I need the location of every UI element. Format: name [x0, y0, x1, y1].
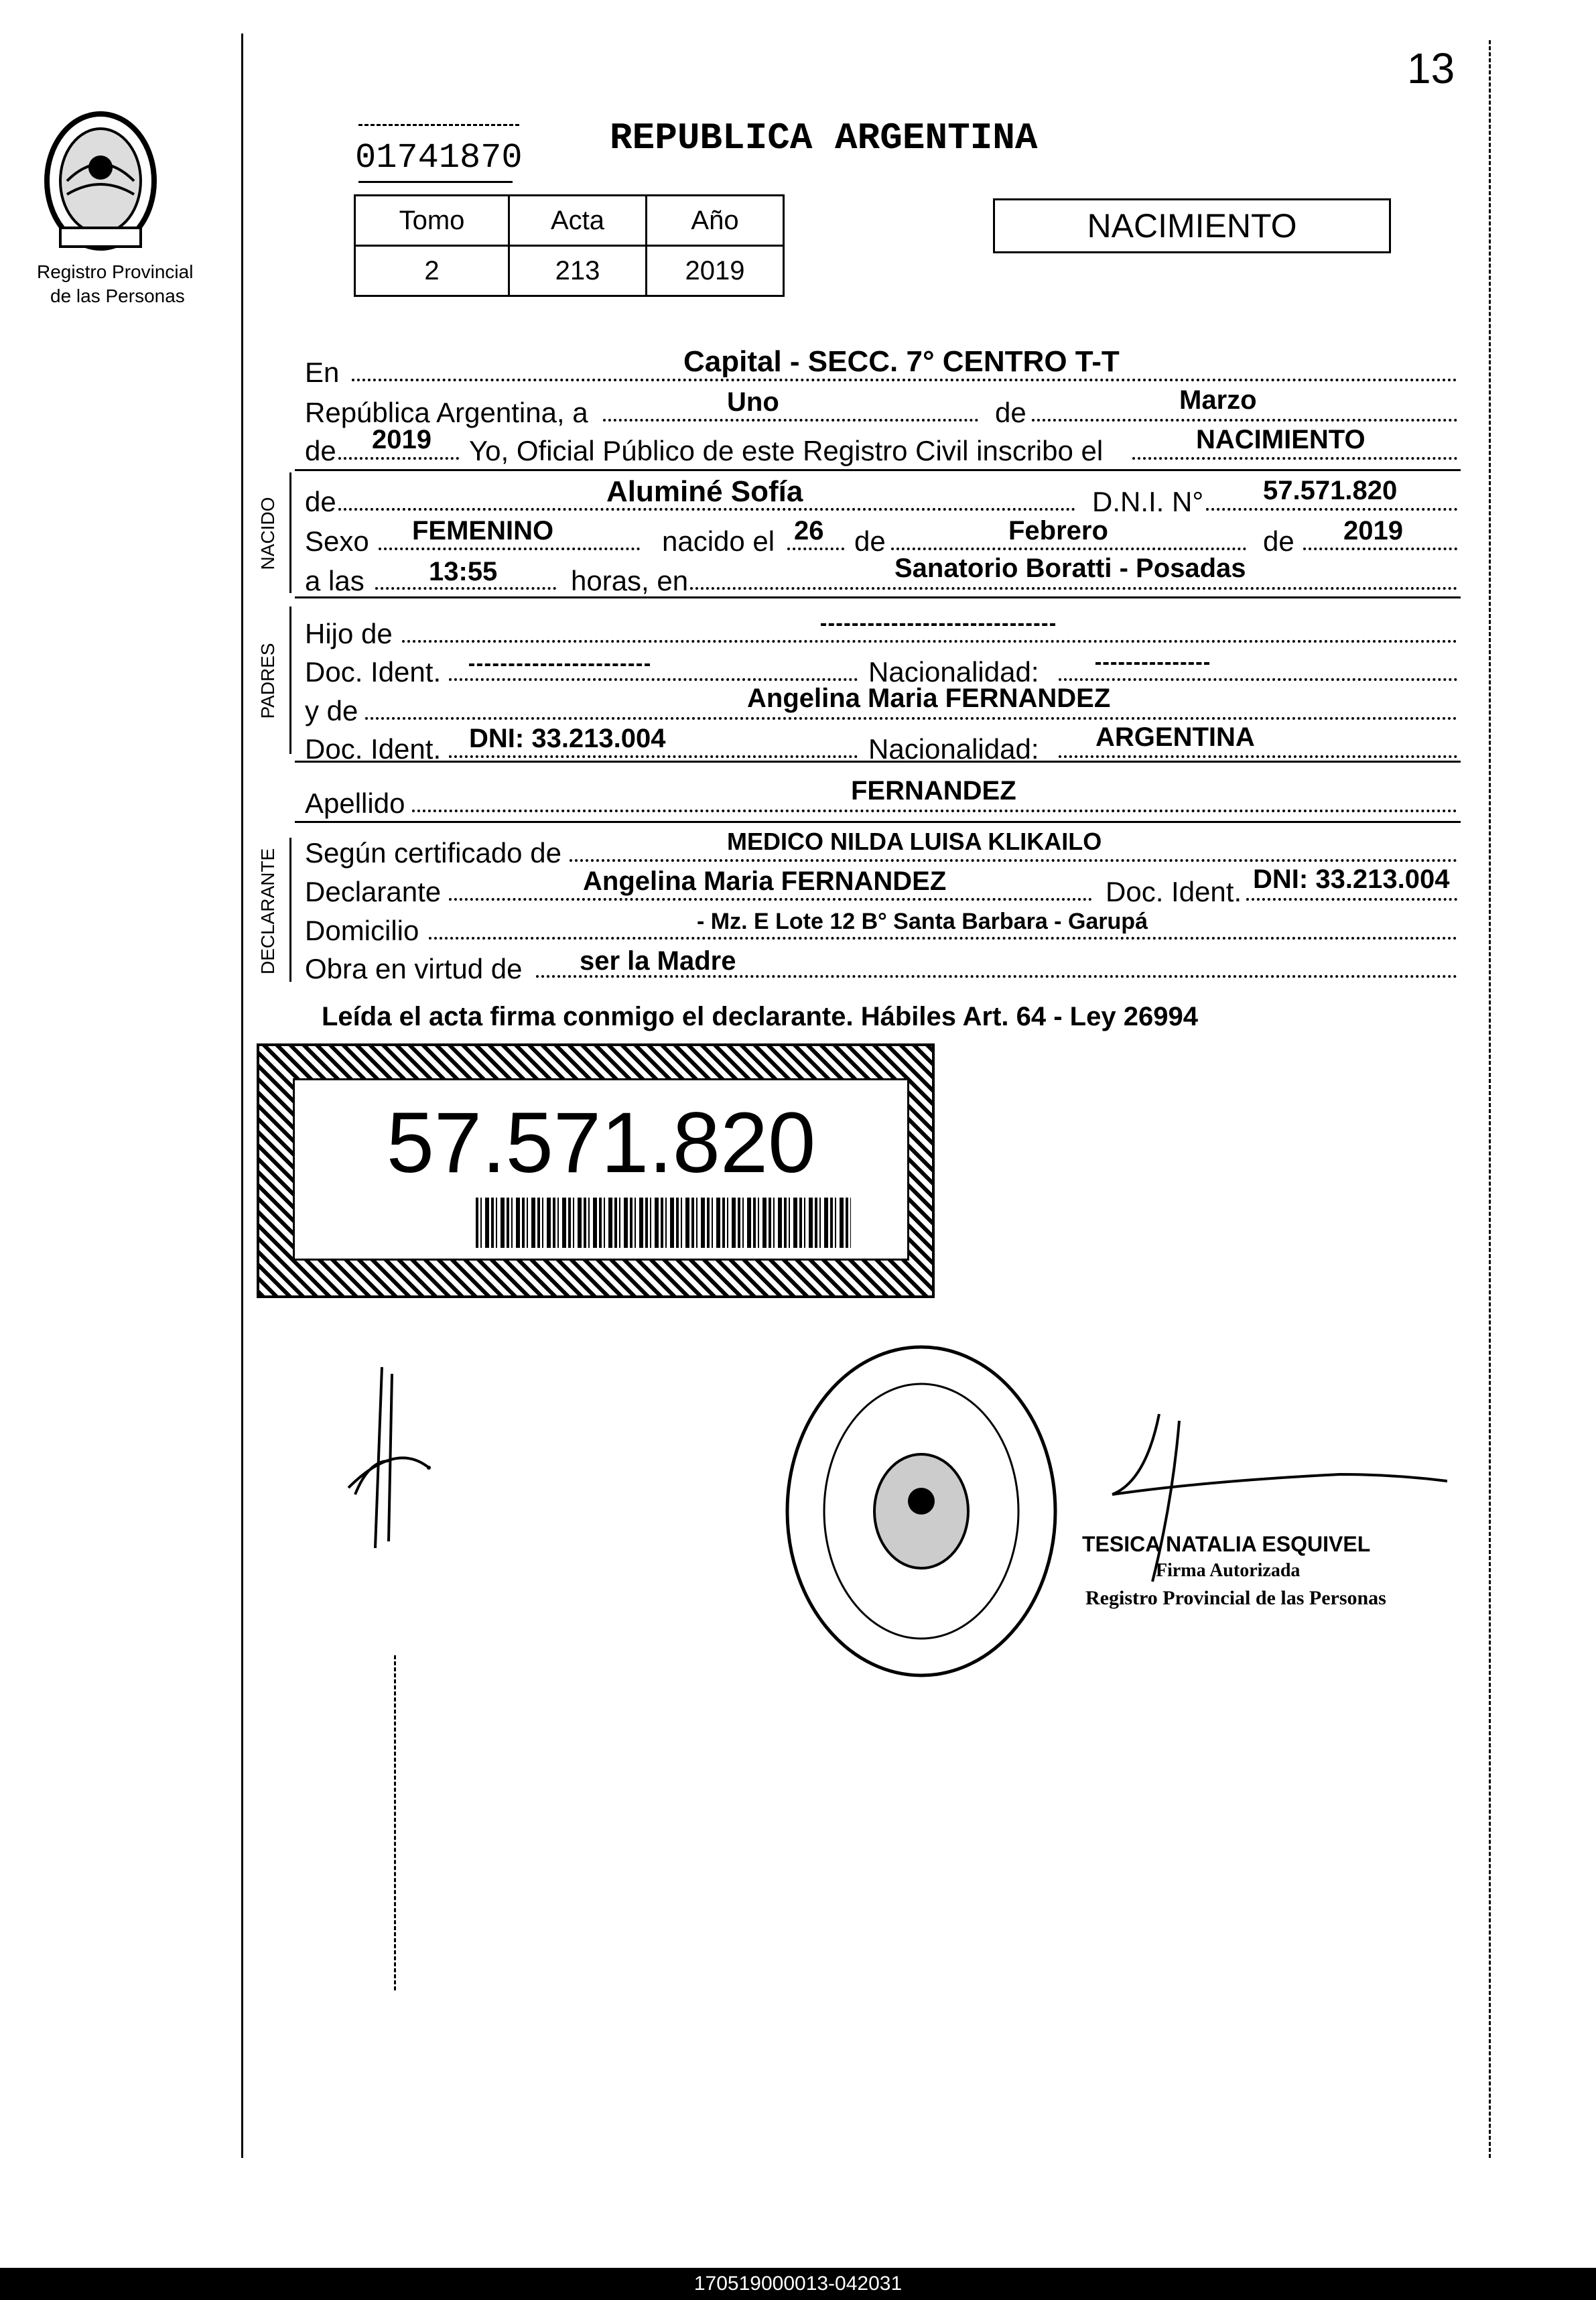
id-sticker [257, 1043, 935, 1298]
place-line [690, 587, 1457, 590]
barcode [476, 1198, 851, 1248]
serial-underline [358, 181, 513, 183]
signer-role: Firma Autorizada [1156, 1560, 1301, 1581]
rep-label: República Argentina, a [305, 397, 588, 428]
year-value: 2019 [372, 425, 431, 454]
birth-time: 13:55 [429, 557, 498, 586]
father-blank [821, 623, 1055, 626]
dom-value: - Mz. E Lote 12 B° Santa Barbara - Garupá [697, 909, 1148, 934]
decl-value: Angelina Maria FERNANDEZ [583, 867, 947, 896]
en-line [352, 379, 1457, 381]
country-title: REPUBLICA ARGENTINA [610, 117, 1038, 159]
apellido-value: FERNANDEZ [851, 776, 1016, 806]
nacido-el-label: nacido el [662, 525, 775, 557]
hijo-de-label: Hijo de [305, 618, 393, 649]
padres-doc-label2: Doc. Ident. [305, 733, 442, 765]
mother-nationality: ARGENTINA [1095, 722, 1255, 752]
padres-separator [295, 761, 1461, 763]
padres-bracket [289, 606, 291, 754]
footer-code: 170519000013-042031 [693, 2273, 903, 2295]
nacido-de-label: de [305, 486, 336, 517]
header-ano: Año [647, 196, 784, 246]
father-nat-line [1059, 678, 1457, 681]
decl-doc-line [1246, 898, 1457, 901]
nacido-de-label2: de [854, 525, 886, 557]
apellido-separator [295, 821, 1461, 823]
birth-month: Febrero [1008, 516, 1108, 546]
dom-line [429, 937, 1457, 940]
yde-label: y de [305, 695, 358, 726]
serial-number: 01741870 [355, 138, 523, 178]
doc-type: NACIMIENTO [1087, 207, 1297, 245]
birth-year: 2019 [1343, 516, 1403, 546]
left-margin-line [241, 34, 243, 2158]
padres-doc-label: Doc. Ident. [305, 656, 442, 688]
mother-doc-line [449, 755, 858, 758]
birth-day: 26 [794, 516, 824, 546]
org-name-line2: de las Personas [50, 285, 185, 306]
header-tomo: Tomo [355, 196, 509, 246]
doc-type-box [993, 198, 1391, 253]
nacido-separator [295, 596, 1461, 598]
id-number: 57.571.820 [386, 1095, 816, 1191]
section-padres: PADRES [257, 643, 278, 719]
apellido-line [412, 810, 1457, 812]
mother-doc: DNI: 33.213.004 [469, 724, 666, 753]
nacido-bracket [289, 472, 291, 593]
dni-label: D.N.I. N° [1092, 486, 1204, 517]
signer-name: TESICA NATALIA ESQUIVEL [1082, 1532, 1371, 1556]
decl-line [449, 898, 1092, 901]
birth-month-line [891, 548, 1246, 550]
record-table [354, 194, 785, 297]
day-value: Uno [727, 387, 779, 417]
section-nacido: NACIDO [257, 497, 278, 570]
birth-place: Sanatorio Boratti - Posadas [894, 554, 1246, 583]
dom-label: Domicilio [305, 915, 419, 946]
child-name: Aluminé Sofía [606, 475, 803, 508]
father-doc-blank [469, 663, 650, 666]
declarant-signature [328, 1360, 449, 1555]
value-tomo: 2 [355, 246, 509, 296]
mother-name: Angelina Maria FERNANDEZ [747, 684, 1111, 713]
sexo-line [379, 548, 640, 550]
right-edge-marks [1489, 40, 1491, 2158]
month-value: Marzo [1179, 385, 1257, 415]
id-sticker-inner [293, 1078, 909, 1261]
mother-line [365, 717, 1457, 720]
name-line [338, 508, 1075, 511]
signer-org: Registro Provincial de las Personas [1085, 1587, 1386, 1609]
act-type-line [1132, 457, 1457, 460]
cert-label: Según certificado de [305, 837, 561, 869]
month-line [1032, 419, 1457, 422]
official-stamp [781, 1340, 1062, 1685]
sexo-label: Sexo [305, 525, 369, 557]
act-type-value: NACIMIENTO [1196, 425, 1366, 454]
inscribo-label: Yo, Oficial Público de este Registro Civil inscribo el [469, 435, 1104, 466]
scan-marks [394, 1655, 396, 1990]
cert-value: MEDICO NILDA LUISA KLIKAILO [727, 828, 1102, 855]
page-number: 13 [1407, 44, 1455, 92]
value-acta: 213 [509, 246, 647, 296]
horas-label: horas, en [571, 565, 689, 596]
header-acta: Acta [509, 196, 647, 246]
cert-line [570, 859, 1457, 862]
section-declarante: DECLARANTE [257, 848, 278, 974]
province-logo [34, 101, 168, 255]
father-nat-blank [1095, 662, 1209, 665]
declarante-bracket [289, 838, 291, 982]
de2-label: de [305, 435, 336, 466]
mother-nat-line [1059, 755, 1457, 758]
decl-label: Declarante [305, 876, 442, 907]
alas-label: a las [305, 565, 364, 596]
nacido-de-label3: de [1263, 525, 1294, 557]
obra-label: Obra en virtud de [305, 953, 523, 984]
child-dni: 57.571.820 [1263, 476, 1398, 505]
birth-day-line [787, 548, 844, 550]
decl-doc-label: Doc. Ident. [1106, 876, 1242, 907]
decl-doc-value: DNI: 33.213.004 [1253, 865, 1450, 894]
de-label: de [995, 397, 1026, 428]
serial-dashes [358, 124, 519, 126]
en-value: Capital - SECC. 7° CENTRO T-T [683, 345, 1120, 378]
dni-line [1206, 508, 1457, 511]
sexo-value: FEMENINO [412, 516, 554, 546]
record-table-values [355, 246, 784, 296]
closing-text: Leída el acta firma conmigo el declarante. Hábiles Art. 64 - Ley 26994 [322, 1002, 1198, 1031]
birth-year-line [1303, 548, 1457, 550]
obra-value: ser la Madre [580, 946, 736, 976]
padres-nac-label: Nacionalidad: [868, 656, 1039, 688]
record-table-header [355, 196, 784, 246]
father-doc-line [449, 678, 858, 681]
value-ano: 2019 [647, 246, 784, 296]
father-line [402, 640, 1457, 643]
time-line [375, 587, 556, 590]
apellido-label: Apellido [305, 787, 405, 819]
year-line [338, 457, 459, 460]
day-line [603, 419, 978, 422]
intro-separator [295, 469, 1461, 471]
org-name-line1: Registro Provincial [37, 261, 194, 282]
footer-bar [0, 2268, 1596, 2300]
padres-nac-label2: Nacionalidad: [868, 733, 1039, 765]
en-label: En [305, 357, 340, 388]
